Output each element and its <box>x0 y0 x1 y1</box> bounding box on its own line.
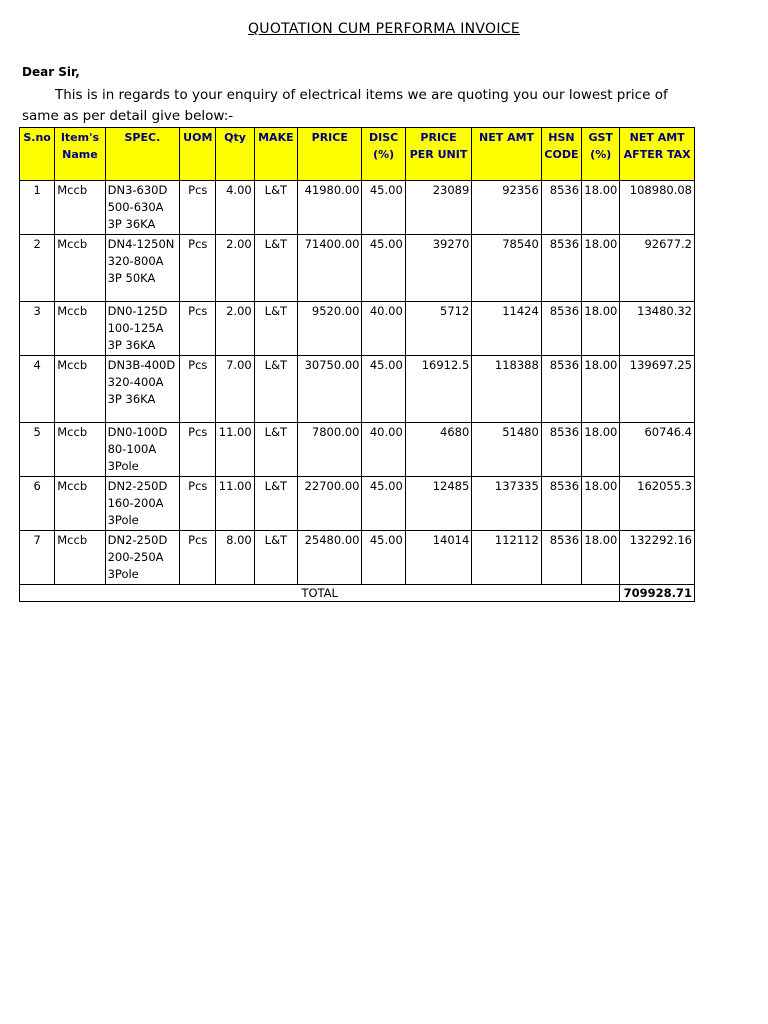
table-row <box>20 235 695 302</box>
header-gst: GST (%) <box>582 128 620 181</box>
cell-gst: 18.00 <box>582 302 620 356</box>
cell-qty: 11.00 <box>216 477 254 531</box>
cell-price-per-unit: 4680 <box>405 423 471 477</box>
cell-price-per-unit: 16912.5 <box>405 356 471 423</box>
cell-net-amt-after-tax: 132292.16 <box>620 531 695 585</box>
cell-price-per-unit: 23089 <box>405 181 471 235</box>
cell-net-amt: 78540 <box>472 235 542 302</box>
cell-gst: 18.00 <box>582 181 620 235</box>
cell-net-amt-after-tax: 108980.08 <box>620 181 695 235</box>
cell-make: L&T <box>254 302 297 356</box>
header-qty: Qty <box>216 128 254 181</box>
cell-uom: Pcs <box>180 531 216 585</box>
cell-make: L&T <box>254 423 297 477</box>
cell-net-amt: 137335 <box>472 477 542 531</box>
cell-hsn-code: 8536 <box>541 423 581 477</box>
cell-spec: DN0-100D 80-100A 3Pole <box>105 423 180 477</box>
table-row <box>20 181 695 235</box>
cell-sno: 6 <box>20 477 55 531</box>
header-price: PRICE <box>298 128 362 181</box>
cell-hsn-code: 8536 <box>541 477 581 531</box>
cell-price-per-unit: 14014 <box>405 531 471 585</box>
cell-price-per-unit: 39270 <box>405 235 471 302</box>
cell-make: L&T <box>254 181 297 235</box>
cell-spec: DN3B-400D 320-400A 3P 36KA <box>105 356 180 423</box>
cell-uom: Pcs <box>180 477 216 531</box>
cell-sno: 1 <box>20 181 55 235</box>
table-header-row <box>20 128 695 181</box>
cell-spec: DN2-250D 200-250A 3Pole <box>105 531 180 585</box>
cell-spec: DN2-250D 160-200A 3Pole <box>105 477 180 531</box>
cell-item-name: Mccb <box>55 356 105 423</box>
cell-disc: 45.00 <box>362 531 405 585</box>
cell-qty: 7.00 <box>216 356 254 423</box>
cell-price-per-unit: 5712 <box>405 302 471 356</box>
cell-sno: 5 <box>20 423 55 477</box>
cell-item-name: Mccb <box>55 423 105 477</box>
cell-price: 25480.00 <box>298 531 362 585</box>
cell-net-amt-after-tax: 162055.3 <box>620 477 695 531</box>
cell-make: L&T <box>254 235 297 302</box>
cell-item-name: Mccb <box>55 477 105 531</box>
cell-uom: Pcs <box>180 356 216 423</box>
cell-item-name: Mccb <box>55 531 105 585</box>
header-sno: S.no <box>20 128 55 181</box>
cell-hsn-code: 8536 <box>541 356 581 423</box>
cell-price: 41980.00 <box>298 181 362 235</box>
cell-hsn-code: 8536 <box>541 531 581 585</box>
salutation: Dear Sir, <box>22 65 80 79</box>
cell-net-amt: 51480 <box>472 423 542 477</box>
cell-disc: 40.00 <box>362 302 405 356</box>
cell-uom: Pcs <box>180 181 216 235</box>
cell-make: L&T <box>254 477 297 531</box>
cell-gst: 18.00 <box>582 235 620 302</box>
cell-spec: DN4-1250N 320-800A 3P 50KA <box>105 235 180 302</box>
cell-qty: 2.00 <box>216 302 254 356</box>
header-item-name: Item's Name <box>55 128 105 181</box>
table-row <box>20 302 695 356</box>
cell-item-name: Mccb <box>55 181 105 235</box>
table-row <box>20 477 695 531</box>
total-value: 709928.71 <box>620 585 695 602</box>
table-row <box>20 531 695 585</box>
cell-net-amt: 92356 <box>472 181 542 235</box>
cell-disc: 45.00 <box>362 181 405 235</box>
total-label: TOTAL <box>20 585 620 602</box>
header-price-per-unit: PRICE PER UNIT <box>405 128 471 181</box>
cell-sno: 4 <box>20 356 55 423</box>
intro-paragraph: This is in regards to your enquiry of electrical items we are quoting you our lowest price of same as per detail give below:- <box>22 87 668 124</box>
document-title: QUOTATION CUM PERFORMA INVOICE <box>247 21 521 37</box>
cell-net-amt: 112112 <box>472 531 542 585</box>
cell-net-amt-after-tax: 92677.2 <box>620 235 695 302</box>
cell-make: L&T <box>254 531 297 585</box>
cell-price: 22700.00 <box>298 477 362 531</box>
header-net-amt-after-tax: NET AMT AFTER TAX <box>620 128 695 181</box>
cell-qty: 2.00 <box>216 235 254 302</box>
cell-make: L&T <box>254 356 297 423</box>
header-spec: SPEC. <box>105 128 180 181</box>
table-row <box>20 423 695 477</box>
cell-item-name: Mccb <box>55 235 105 302</box>
cell-net-amt-after-tax: 139697.25 <box>620 356 695 423</box>
cell-price: 9520.00 <box>298 302 362 356</box>
cell-net-amt: 118388 <box>472 356 542 423</box>
header-make: MAKE <box>254 128 297 181</box>
cell-gst: 18.00 <box>582 477 620 531</box>
cell-net-amt-after-tax: 13480.32 <box>620 302 695 356</box>
cell-disc: 45.00 <box>362 477 405 531</box>
header-disc: DISC (%) <box>362 128 405 181</box>
cell-gst: 18.00 <box>582 531 620 585</box>
cell-item-name: Mccb <box>55 302 105 356</box>
cell-hsn-code: 8536 <box>541 235 581 302</box>
table-row <box>20 356 695 423</box>
cell-net-amt: 11424 <box>472 302 542 356</box>
cell-spec: DN0-125D 100-125A 3P 36KA <box>105 302 180 356</box>
cell-price-per-unit: 12485 <box>405 477 471 531</box>
cell-disc: 40.00 <box>362 423 405 477</box>
cell-sno: 2 <box>20 235 55 302</box>
cell-uom: Pcs <box>180 302 216 356</box>
cell-gst: 18.00 <box>582 356 620 423</box>
total-row <box>20 585 695 602</box>
cell-price: 7800.00 <box>298 423 362 477</box>
cell-disc: 45.00 <box>362 356 405 423</box>
cell-qty: 11.00 <box>216 423 254 477</box>
cell-disc: 45.00 <box>362 235 405 302</box>
cell-uom: Pcs <box>180 423 216 477</box>
cell-qty: 8.00 <box>216 531 254 585</box>
cell-sno: 7 <box>20 531 55 585</box>
cell-sno: 3 <box>20 302 55 356</box>
cell-gst: 18.00 <box>582 423 620 477</box>
cell-qty: 4.00 <box>216 181 254 235</box>
cell-hsn-code: 8536 <box>541 181 581 235</box>
cell-uom: Pcs <box>180 235 216 302</box>
cell-price: 71400.00 <box>298 235 362 302</box>
header-net-amt: NET AMT <box>472 128 542 181</box>
cell-spec: DN3-630D 500-630A 3P 36KA <box>105 181 180 235</box>
cell-net-amt-after-tax: 60746.4 <box>620 423 695 477</box>
cell-hsn-code: 8536 <box>541 302 581 356</box>
quotation-table <box>19 127 695 602</box>
cell-price: 30750.00 <box>298 356 362 423</box>
header-hsn-code: HSN CODE <box>541 128 581 181</box>
header-uom: UOM <box>180 128 216 181</box>
